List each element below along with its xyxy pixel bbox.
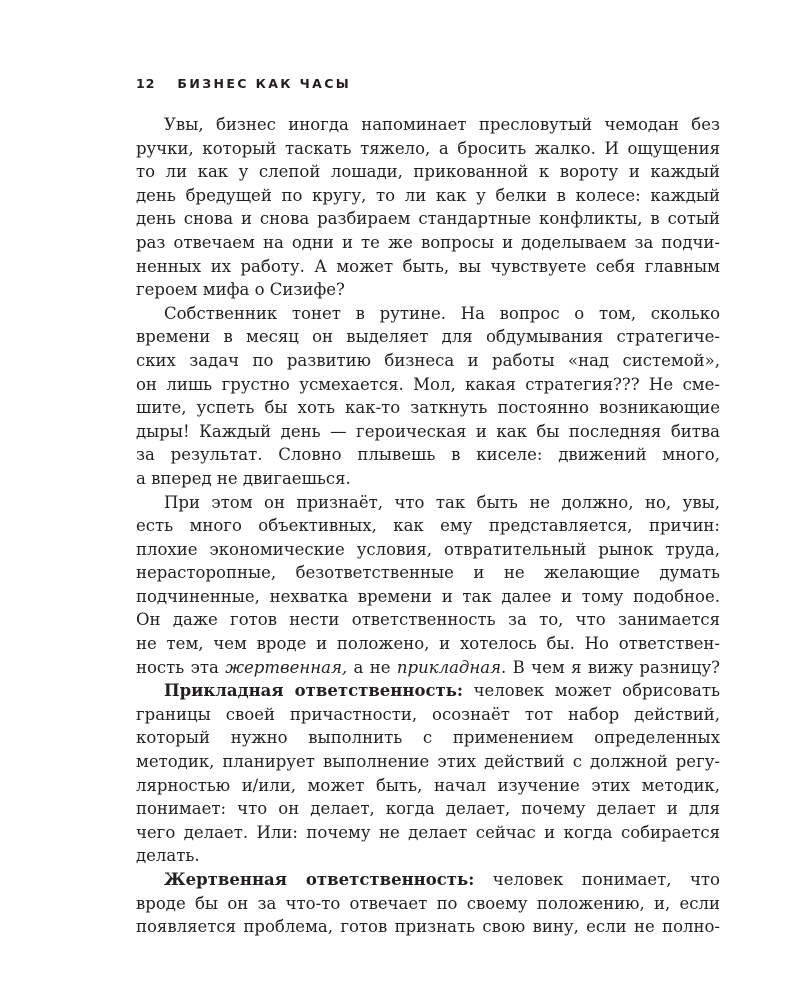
text-line xyxy=(136,679,720,703)
text-line xyxy=(136,396,720,420)
italic-term: прикладная xyxy=(396,657,502,677)
text-segment: Увы, бизнес иногда напоминает пресловутый чемодан без xyxy=(164,115,720,134)
text-line xyxy=(136,373,720,397)
text-line xyxy=(136,160,720,184)
running-header xyxy=(136,76,351,91)
text-line xyxy=(136,255,720,279)
text-segment: за результат. Словно плывешь в киселе: движений много, xyxy=(136,445,720,465)
text-line xyxy=(136,137,720,161)
text-line xyxy=(136,113,720,137)
text-line xyxy=(136,443,720,467)
text-line xyxy=(136,797,720,821)
text-segment: Он даже готов нести ответственность за то, что занимается xyxy=(136,610,720,630)
text-segment: дыры! Каждый день — героическая и как бы последняя битва xyxy=(136,421,720,441)
text-segment: а вперед не двигаешься. xyxy=(136,468,351,488)
text-segment: методик, планирует выполнение этих действий с должной регу- xyxy=(136,752,720,772)
text-segment: день бредущей по кругу, то ли как у белки в колесе: каждый xyxy=(136,185,720,205)
text-line xyxy=(136,774,720,798)
text-segment: времени в месяц он выделяет для обдумывания стратегиче- xyxy=(136,327,720,347)
text-line xyxy=(136,231,720,255)
text-segment: лярностью и/или, может быть, начал изучение этих методик, xyxy=(136,775,720,795)
text-segment: делать. xyxy=(136,846,200,866)
text-segment: плохие экономические условия, отвратительный рынок труда, xyxy=(136,539,720,559)
italic-term: жертвенная, xyxy=(225,657,348,677)
text-line xyxy=(136,585,720,609)
text-segment: человек может обрисовать xyxy=(463,681,720,701)
text-segment: границы своей причастности, осознаёт тот набор действий, xyxy=(136,704,720,724)
text-segment: героем мифа о Сизифе? xyxy=(136,280,345,300)
text-line xyxy=(136,892,720,916)
text-line xyxy=(136,325,720,349)
text-segment: шите, успеть бы хоть как-то заткнуть постоянно возникающие xyxy=(136,398,720,418)
text-line xyxy=(136,184,720,208)
body-text xyxy=(136,113,720,939)
text-segment: раз отвечаем на одни и те же вопросы и доделываем за подчи- xyxy=(136,232,720,252)
text-segment: . В чем я вижу разницу? xyxy=(501,657,720,677)
page-number: 12 xyxy=(136,76,156,91)
running-title: БИЗНЕС КАК ЧАСЫ xyxy=(177,76,352,91)
text-line xyxy=(136,278,720,302)
text-segment: который нужно выполнить с применением определенных xyxy=(136,728,720,748)
text-line xyxy=(136,514,720,538)
text-segment: нерасторопные, безответственные и не желающие думать xyxy=(136,563,720,583)
text-segment: человек понимает, что xyxy=(474,870,720,889)
text-segment: ских задач по развитию бизнеса и работы «над системой», xyxy=(136,350,720,370)
text-segment: подчиненные, нехватка времени и так далее и тому подобное. xyxy=(136,586,720,606)
bold-term: Жертвенная ответственность: xyxy=(164,870,475,889)
text-line xyxy=(136,467,720,491)
text-line xyxy=(136,703,720,727)
text-segment: понимает: что он делает, когда делает, почему делает и для xyxy=(136,799,720,819)
text-segment: чего делает. Или: почему не делает сейчас и когда собирается xyxy=(136,822,720,842)
text-line xyxy=(136,656,720,680)
text-line xyxy=(136,349,720,373)
text-segment: ность эта xyxy=(136,657,226,677)
text-line xyxy=(136,844,720,868)
text-segment: то ли как у слепой лошади, прикованной к вороту и каждый xyxy=(136,162,720,182)
text-segment: При этом он признаёт, что так быть не должно, но, увы, xyxy=(164,492,720,512)
text-segment: он лишь грустно усмехается. Мол, какая стратегия??? Не сме- xyxy=(136,374,720,394)
text-line xyxy=(136,538,720,562)
text-line xyxy=(136,915,720,939)
text-segment: а не xyxy=(347,657,397,677)
text-line xyxy=(136,750,720,774)
text-line xyxy=(136,726,720,750)
text-segment: появляется проблема, готов признать свою вину, если не полно- xyxy=(136,917,720,937)
text-segment: ручки, который таскать тяжело, а бросить жалко. И ощущения xyxy=(136,138,720,158)
text-segment: ненных их работу. А может быть, вы чувствуете себя главным xyxy=(136,256,720,276)
text-line xyxy=(136,632,720,656)
text-segment: вроде бы он за что-то отвечает по своему положению, и, если xyxy=(136,893,720,913)
text-line xyxy=(136,821,720,845)
text-line xyxy=(136,608,720,632)
text-segment: есть много объективных, как ему представляется, причин: xyxy=(136,516,720,536)
text-segment: день снова и снова разбираем стандартные конфликты, в сотый xyxy=(136,209,720,229)
text-line xyxy=(136,207,720,231)
text-line xyxy=(136,868,720,892)
bold-term: Прикладная ответственность: xyxy=(164,681,464,701)
text-line xyxy=(136,302,720,326)
text-line xyxy=(136,561,720,585)
text-line xyxy=(136,491,720,515)
text-segment: не тем, чем вроде и положено, и хотелось бы. Но ответствен- xyxy=(136,634,720,654)
text-line xyxy=(136,420,720,444)
text-segment: Собственник тонет в рутине. На вопрос о том, сколько xyxy=(164,303,720,323)
